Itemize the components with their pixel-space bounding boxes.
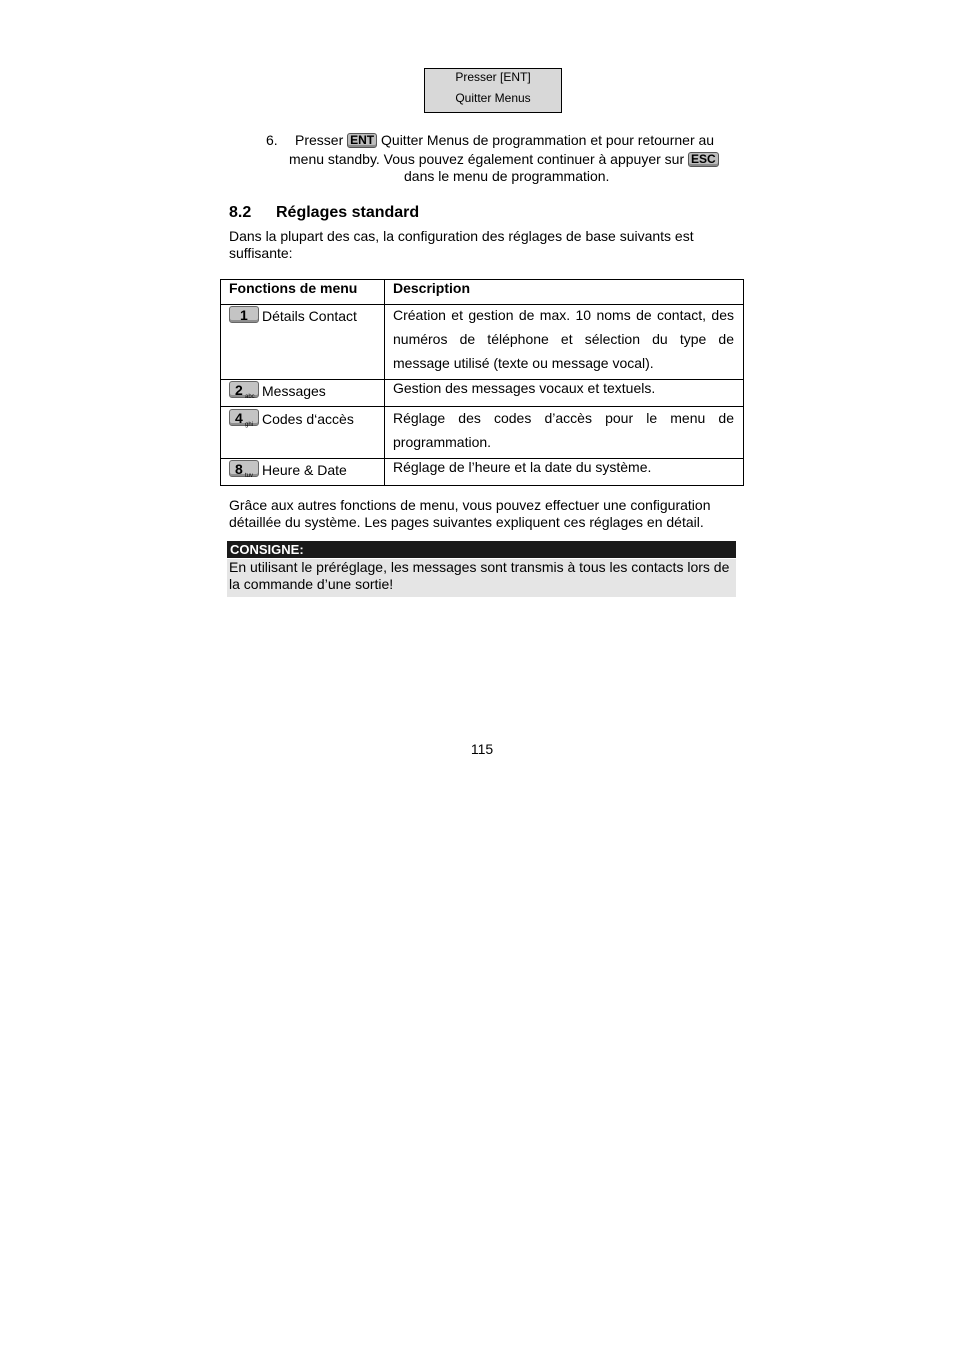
ent-key-icon: ENT (347, 133, 377, 148)
table-row (221, 305, 744, 380)
section-heading (229, 204, 419, 222)
table-row (221, 407, 744, 459)
step-text-line-3: dans le menu de programmation. (404, 168, 610, 184)
step-number: 6. (266, 132, 278, 148)
table-row (221, 380, 744, 407)
table-header-functions: Fonctions de menu (221, 280, 385, 305)
page-number: 115 (470, 741, 494, 757)
step-text-line-2: menu standby. Vous pouvez également continuer à appuyer sur (289, 151, 685, 167)
key-8-icon: 8 tuv (229, 460, 259, 477)
key-2-icon: 2 abc (229, 381, 259, 398)
key-4-icon: 4 ghi (229, 409, 259, 426)
function-name: Messages (262, 383, 326, 399)
note-header (227, 541, 736, 558)
section-title: Réglages standard (276, 204, 420, 221)
function-name: Heure & Date (262, 462, 347, 478)
note-label: CONSIGNE: (230, 542, 304, 557)
table-row (221, 459, 744, 486)
section-number: 8.2 (229, 204, 252, 221)
table-header-row (221, 280, 744, 305)
esc-key-icon: ESC (688, 152, 719, 167)
function-description: Gestion des messages vocaux et textuels. (393, 380, 656, 396)
lcd-line-2: Quitter Menus (455, 91, 531, 105)
function-name: Détails Contact (262, 308, 357, 324)
step-line-2 (289, 150, 719, 168)
lcd-display (424, 68, 562, 113)
note-body: En utilisant le préréglage, les messages sont transmis à tous les contacts lors de la commande d’une sortie! (227, 559, 736, 597)
function-description: Réglage des codes d’accès pour le menu de programmation. (393, 410, 734, 450)
function-name: Codes d‘accès (262, 411, 354, 427)
function-description: Création et gestion de max. 10 noms de contact, des numéros de téléphone et sélection du type de message utilisé (texte ou message vocal). (393, 307, 734, 371)
key-1-icon: 1 (229, 306, 259, 323)
step-text-before-key: Presser (295, 132, 344, 148)
step-text-after-key: Quitter Menus de programmation et pour retourner au (381, 132, 715, 148)
lcd-line-1: Presser [ENT] (455, 70, 531, 84)
menu-functions-table (220, 279, 744, 486)
table-header-description: Description (385, 280, 744, 305)
function-description: Réglage de l’heure et la date du système. (393, 459, 652, 475)
step-line-1 (295, 131, 714, 149)
outro-paragraph: Grâce aux autres fonctions de menu, vous pouvez effectuer une configuration détaillée du système. Les pages suivantes expliquent ces réglages en détail. (229, 497, 711, 530)
intro-paragraph: Dans la plupart des cas, la configuration des réglages de base suivants est suffisante: (229, 228, 694, 261)
